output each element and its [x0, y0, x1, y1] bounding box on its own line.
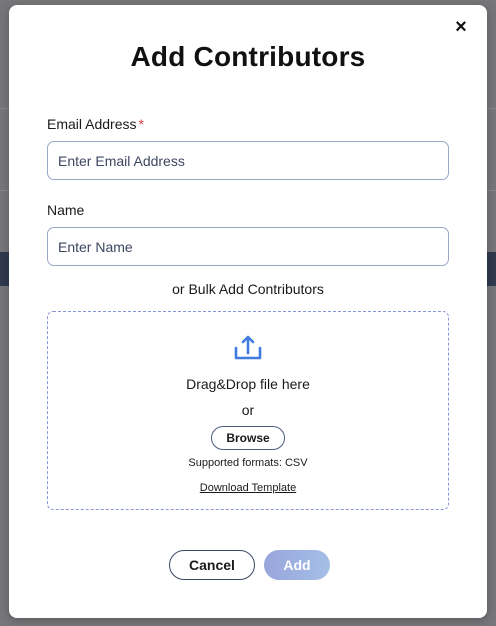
close-icon[interactable]: ×: [455, 16, 467, 38]
add-contributors-dialog: [9, 5, 487, 618]
required-marker: *: [138, 116, 144, 132]
file-dropzone[interactable]: [47, 311, 449, 510]
email-label: [47, 116, 144, 132]
email-field[interactable]: [47, 141, 449, 180]
supported-formats: Supported formats: CSV: [188, 457, 308, 469]
download-template-link[interactable]: Download Template: [199, 482, 297, 494]
add-button[interactable]: Add: [264, 550, 330, 580]
upload-icon: [233, 334, 263, 362]
bulk-add-label: or Bulk Add Contributors: [172, 281, 324, 297]
or-separator: or: [241, 402, 255, 418]
close-button[interactable]: [451, 17, 471, 37]
name-label: Name: [47, 202, 85, 218]
email-label-text: Email Address: [47, 116, 137, 132]
dialog-title: Add Contributors: [130, 41, 366, 72]
drop-instructions: Drag&Drop file here: [186, 376, 310, 392]
browse-button[interactable]: Browse: [211, 426, 285, 450]
name-field[interactable]: [47, 227, 449, 266]
cancel-button[interactable]: Cancel: [169, 550, 255, 580]
